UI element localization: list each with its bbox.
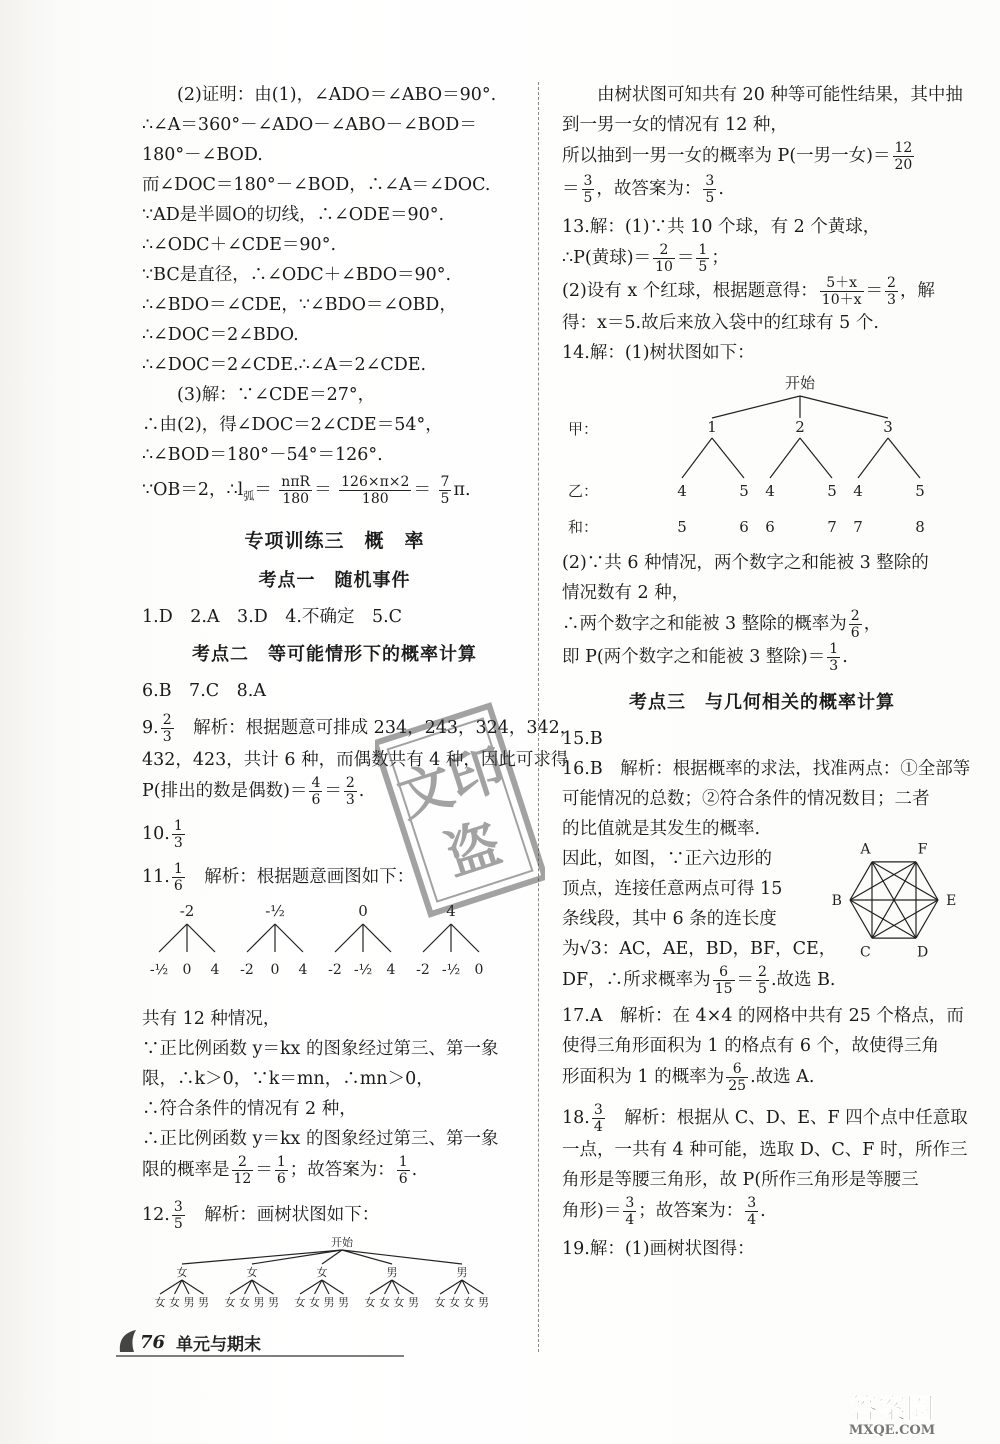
q14: 14.解：(1)树状图如下： 开始 甲： 乙： 和： 1 4 5 5 6 2 4 6 5 7 3 4 7 5 8 (2)∵共 6 种情况，两个数字之和能被 3 整除的 情况数有 2 种， ∴两个数字之和能被 3 整除的概率为 $\frac{2}{6}$ ， 即 P(两个数字之和能被 3 整除)＝ $\frac{1}{3}$ . [562,338,962,674]
q11-leaf-node: -½ [353,961,373,978]
q12-first-node: 女 [176,1265,188,1279]
q12-root: 开始 [331,1235,353,1249]
watermark-url: MXQE.COM [848,1423,936,1436]
q11-top-node: -2 [179,901,195,920]
right-column [562,80,971,1264]
q14-second-node: 5 [827,482,837,500]
page-number: 76 [140,1332,166,1353]
hex-vertex-label: F [917,842,928,858]
q10: 10. $\frac{1}{3}$ [142,817,183,851]
watermark-logo-text: 答案圈 [849,1392,935,1425]
q16: 16.B 解析：根据概率的求法，找准两点：①全部等 可能情况的总数；②符合条件的情况数目；二者 的比值就是其发生的概率. 因此，如图，∵正六边形的 顶点，连接任意两点可得 15 条线段，其中 6 条的连长度 为√3：AC，AE，BD，BF，CE， DF，∴所求概率为 $\frac{6}{15}$ ＝ $\frac{2}{5}$ .故选 B. A F E D C B [562,759,971,997]
hex-vertex-label: B [831,893,842,909]
q18: 18. $\frac{3}{4}$ 解析：根据从 C、D、E、F 四个点中任意取 一点，一共有 4 种可能，选取 D、C、F 时，所作三 角形是等腰三角形，故 P(所作三角形是等腰三 角形)＝ $\frac{3}{4}$ ；故答案为： $\frac{3}{4}$ . [562,1102,968,1228]
proof-line: 而∠DOC＝180°－∠BOD，∴∠A＝∠DOC. [142,175,491,195]
tree-branch [800,396,888,418]
proof-line: ∴∠DOC＝2∠CDE.∴∠A＝2∠CDE. [142,355,427,375]
q12: 12. $\frac{3}{5}$ 解析：画树状图如下： 开始 女 女 女 男 男 女 女 女 男 男 女 女 女 男 男 男 女 女 女 男 男 女 女 女 男 [142,1199,527,1322]
q14-row-label: 乙： [568,482,599,500]
q12-leaf-node: 女 [154,1295,166,1309]
q11-leaf-node: -½ [441,961,461,978]
kd1-title: 考点一 随机事件 [258,569,411,591]
q12-leaf-node: 女 [294,1295,306,1309]
q15: 15.B [562,729,603,749]
q14-second-node: 5 [915,482,925,500]
tree-branch [423,924,451,952]
q12-leaf-node: 女 [224,1295,236,1309]
q11-leaf-node: -2 [240,961,254,978]
stamp-text-2: 盗 [437,810,509,888]
q14-first-node: 1 [707,418,717,436]
tree-branch [342,1250,392,1264]
q11-leaf-node: 0 [474,961,484,978]
proof-line: (3)解：∵∠CDE＝27°， [177,385,376,405]
q12-leaf-node: 男 [323,1295,335,1309]
q11-leaf-node: -2 [328,961,342,978]
kd1-answers: 1.D 2.A 3.D 4.不确定 5.C [142,606,403,627]
q12-leaf-node: 男 [478,1295,489,1309]
q11-line: 限，∴k＞0，∵k＝mn，∴mn＞0， [142,1068,434,1089]
watermark-logo [812,1388,972,1436]
q11: 11. $\frac{1}{6}$ 解析：根据题意画图如下： -2 -½ 0 4 -½ -2 0 4 0 -2 -½ 4 4 -2 -½ 0 共有 12 种情况， ∵正比例函数 y＝kx 的图象经过第三、第一象 限，∴k＞0，∵k＝mn，∴mn＞0， ∴符合条件的情况有 2 种， ∴正比例函数 y＝kx 的图象经过第三、第一象 限的概率是 $\frac{2}{12}$ ＝ $\frac{1}{6}$ ；故答案为： $\frac{1}{6}$ . [142,861,527,1187]
q11-top-node: -½ [265,901,285,920]
proof-line: ∴∠DOC＝2∠BDO. [142,325,299,345]
q14-sum-node: 7 [827,518,837,536]
q11-leaf-node: -½ [149,961,169,978]
q14-row-label: 甲： [568,420,599,438]
hexagon-diagram [824,842,964,962]
q12-leaf-node: 女 [434,1295,446,1309]
arc-length-line: ∵OB＝2，$\therefore l_弧=$ $\frac{\text{nπR}}{180}$ ＝ $\frac{126\times\pi\times 2}{180}$ ＝ $\frac{7}{5}$ π. [142,474,471,507]
proof-line: 180°－∠BOD. [142,145,263,165]
hex-vertex-label: D [916,944,929,961]
tree-branch [712,438,744,478]
q14-sum-node: 8 [915,518,925,536]
proof-line: ∴∠BOD＝180°－54°＝126°. [142,445,383,465]
proof-line: ∵AD是半圆O的切线，∴∠ODE＝90°. [142,205,445,225]
q12-leaf-node: 女 [379,1295,390,1309]
hex-vertex-label: E [946,893,957,909]
kd2-title: 考点二 等可能情形下的概率计算 [192,643,477,665]
q12-leaf-node: 女 [239,1295,250,1309]
q11-leaf-node: -2 [416,961,430,978]
q14-second-node: 5 [739,482,749,500]
q12-continued: 由树状图可知共有 20 种等可能性结果，其中抽 到一男一女的情况有 12 种， 所以抽到一男一女的概率为 P(一男一女)＝ $\frac{12}{20}$ ＝ $\frac{3}{5}$ ，故答案为： $\frac{3}{5}$ . [562,85,963,206]
tree-branch [363,924,391,952]
tree-branch [342,1250,462,1264]
stamp-text-1: 文印 [389,735,513,830]
q14-second-node: 4 [765,482,775,500]
q12-leaf-node: 女 [463,1295,475,1309]
proof-line: ∴∠A＝360°－∠ADO－∠ABO－∠BOD＝ [142,115,477,135]
q12-leaf-node: 男 [198,1295,209,1309]
hex-vertex-label: A [860,842,871,858]
proof-line: (2)证明：由(1)，∠ADO＝∠ABO＝90°. [177,85,497,105]
q12-leaf-node: 男 [408,1295,419,1309]
q11-line: ∴正比例函数 y＝kx 的图象经过第三、第一象 [142,1128,499,1149]
q12-first-node: 女 [246,1265,258,1279]
q14-root: 开始 [784,374,816,392]
tree-branch [682,438,712,478]
q12-first-node: 女 [316,1265,328,1279]
tree-branch [335,924,363,952]
tree-branch [770,438,800,478]
tree-branch [247,924,275,952]
stamp-seal [375,700,545,920]
q9: 9. $\frac{2}{3}$ 解析：根据题意可排成 234，243，324，342， 432，423，共计 6 种，而偶数共有 4 种，因此可求得 P(排出的数是偶数)＝ $\frac{4}{6}$ ＝ $\frac{2}{3}$ . [142,711,578,808]
q12-leaf-node: 女 [364,1295,376,1309]
q11-line: ∴符合条件的情况有 2 种， [142,1098,357,1119]
q12-leaf-node: 女 [449,1295,460,1309]
proof-part-2 [142,80,527,470]
q17: 17.A 解析：在 4×4 的网格中共有 25 个格点，而 使得三角形面积为 1 的格点有 6 个，故使得三角 形面积为 1 的概率为 $\frac{6}{25}$ .故选 A. [562,1006,964,1094]
q12-leaf-node: 女 [393,1295,405,1309]
q11-leaf-node: 4 [298,961,308,978]
proof-line: ∴∠ODC＋∠CDE＝90°. [142,235,337,255]
tree-branch [888,438,920,478]
q14-second-node: 4 [677,482,687,500]
tree-branch [275,924,303,952]
q12-first-node: 男 [456,1265,468,1279]
q14-sum-node: 7 [853,518,863,536]
q11-top-node: 0 [358,901,368,920]
proof-line: ∴由(2)，得∠DOC＝2∠CDE＝54°， [142,415,443,435]
q12-leaf-node: 男 [253,1295,265,1309]
tree-branch [159,924,187,952]
tree-branch [800,438,832,478]
tree-branch [712,396,800,418]
tree-branch [451,924,479,952]
footer-badge [114,1322,414,1362]
kd2-answers: 6.B 7.C 8.A [142,680,266,701]
q14-sum-node: 6 [739,518,749,536]
q19: 19.解：(1)画树状图得： [562,1239,755,1259]
q12-leaf-node: 男 [338,1295,349,1309]
q11-leaf-node: 0 [270,961,280,978]
section-title: 专项训练三 概 率 [244,529,425,552]
q11-line: 共有 12 种情况， [142,1008,281,1029]
hex-vertex-label: C [860,944,871,961]
q11-top-node: 4 [446,901,456,920]
q14-sum-node: 5 [677,518,687,536]
q13: 13.解：(1)∵共 10 个球，有 2 个黄球， ∴P(黄球)＝ $\frac{2}{10}$ ＝ $\frac{1}{5}$ ； (2)设有 x 个红球，根据题意得： $\frac{5+x}{10+x}$ ＝ $\frac{2}{3}$ ，解 得：x＝5.故后来放入袋中的红球有 5 个. [562,217,935,333]
proof-line: ∴∠BDO＝∠CDE，∵∠BDO＝∠OBD， [142,295,457,315]
q11-leaf-node: 0 [182,961,192,978]
q14-first-node: 2 [795,418,805,436]
q11-leaf-node: 4 [386,961,396,978]
q14-first-node: 3 [883,418,893,436]
q14-sum-node: 6 [765,518,775,536]
tree-branch [187,924,215,952]
q11-leaf-node: 4 [210,961,220,978]
tree-branch [858,438,888,478]
q12-tree-diagram [142,1232,527,1312]
q14-tree-diagram [562,368,962,538]
q14-second-node: 4 [853,482,863,500]
q12-leaf-node: 男 [268,1295,279,1309]
q12-leaf-node: 男 [183,1295,195,1309]
footer-label: 单元与期末 [176,1335,261,1355]
q11-line: ∵正比例函数 y＝kx 的图象经过第三、第一象 [142,1038,499,1059]
proof-line: ∵BC是直径，∴∠ODC＋∠BDO＝90°. [142,265,452,285]
q12-leaf-node: 女 [169,1295,180,1309]
q14-row-label: 和： [568,518,599,536]
q12-leaf-node: 女 [309,1295,320,1309]
q12-first-node: 男 [386,1265,398,1279]
kd3-title: 考点三 与几何相关的概率计算 [629,692,895,713]
